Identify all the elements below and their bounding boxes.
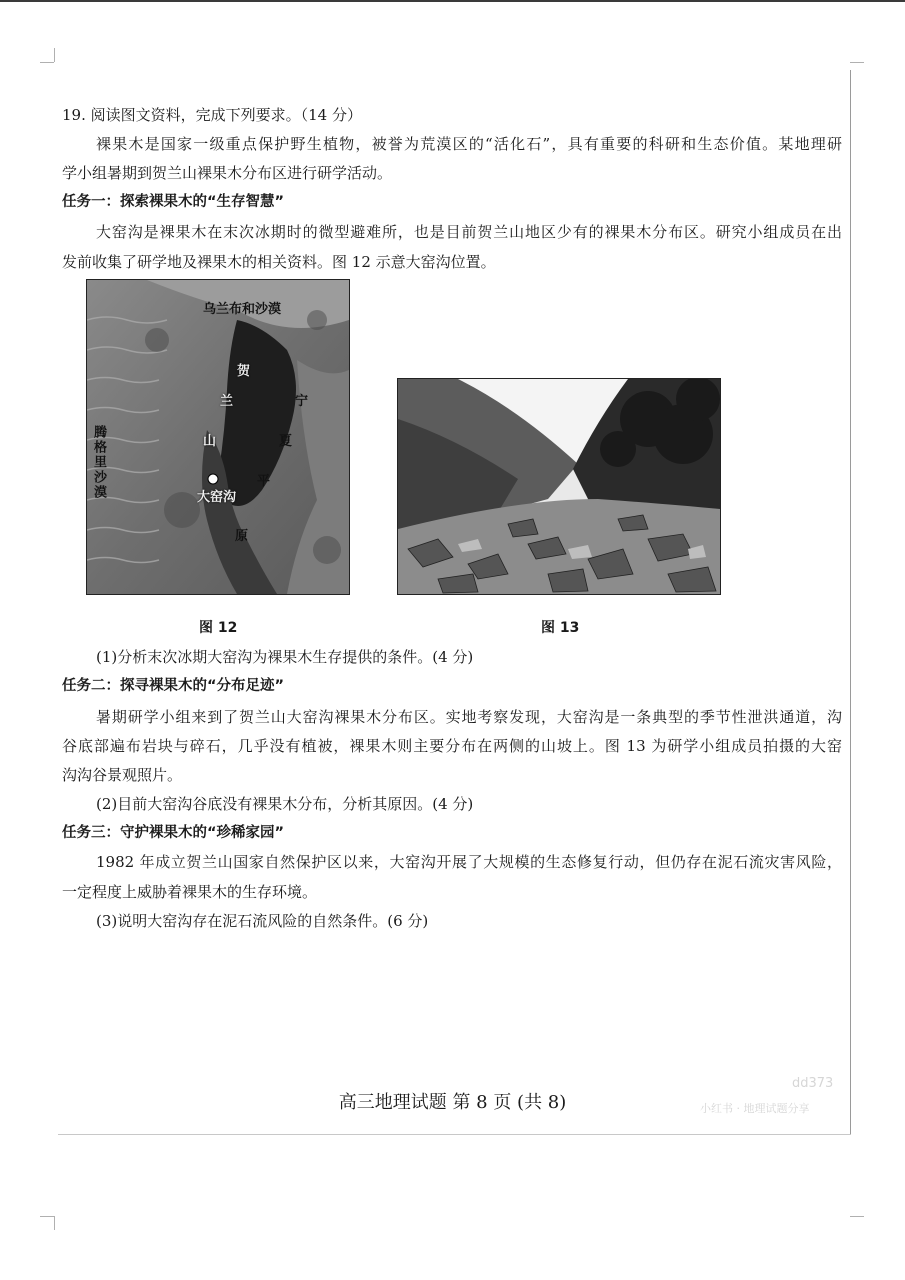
question-header: 19. 阅读图文资料，完成下列要求。（14 分） <box>62 106 362 124</box>
task3-line-2: 一定程度上威胁着裸果木的生存环境。 <box>62 883 318 901</box>
crop-mark <box>40 48 54 63</box>
crop-mark <box>40 1216 54 1231</box>
label-dayaogou: 大窑沟 <box>197 490 237 505</box>
label-yuan: 原 <box>235 529 249 544</box>
bottom-margin-line <box>58 1134 851 1135</box>
task2-line-2: 谷底部遍布岩块与碎石，几乎没有植被，裸果木则主要分布在两侧的山坡上。图 13 为研学小组成员拍摄的大窑 <box>62 737 842 755</box>
figure-12-caption: 图 12 <box>199 620 238 636</box>
task3-line-1: 1982 年成立贺兰山国家自然保护区以来，大窑沟开展了大规模的生态修复行动，但仍存在泥石流灾害风险， <box>96 853 842 871</box>
intro-line-1: 裸果木是国家一级重点保护野生植物，被誉为荒漠区的“活化石”，具有重要的科研和生态价值。某地理研 <box>96 135 842 153</box>
label-lan: 兰 <box>220 394 234 409</box>
right-margin-line <box>850 70 851 1135</box>
figure-13-caption: 图 13 <box>541 620 580 636</box>
page-footer: 高三地理试题 第 8 页 (共 8) <box>338 1092 567 1113</box>
valley-photo-graphic <box>398 379 720 594</box>
task1-title: 任务一：探索裸果木的“生存智慧” <box>62 194 285 210</box>
task1-line-1: 大窑沟是裸果木在末次冰期时的微型避难所，也是目前贺兰山地区少有的裸果木分布区。研究小组成员在出 <box>96 223 842 241</box>
label-xia: 夏 <box>279 434 293 449</box>
label-ning: 宁 <box>295 394 309 409</box>
question-1: (1)分析末次冰期大窑沟为裸果木生存提供的条件。(4 分) <box>96 648 474 666</box>
crop-mark <box>850 48 864 63</box>
watermark-logo: dd373 <box>792 1076 834 1091</box>
map-graphic <box>87 280 349 594</box>
label-shan: 山 <box>203 434 217 449</box>
figure-12-map <box>86 279 350 595</box>
question-3: (3)说明大窑沟存在泥石流风险的自然条件。(6 分) <box>96 912 429 930</box>
intro-line-2: 学小组暑期到贺兰山裸果木分布区进行研学活动。 <box>62 164 393 182</box>
label-he: 贺 <box>237 364 251 379</box>
crop-mark <box>54 48 55 62</box>
task2-title: 任务二：探寻裸果木的“分布足迹” <box>62 678 285 694</box>
watermark-text: 小红书 · 地理试题分享 <box>700 1102 810 1115</box>
task2-line-1: 暑期研学小组来到了贺兰山大窑沟裸果木分布区。实地考察发现，大窑沟是一条典型的季节性泄洪通道，沟 <box>96 708 842 726</box>
task1-line-2: 发前收集了研学地及裸果木的相关资料。图 12 示意大窑沟位置。 <box>62 253 496 271</box>
label-wulanbuhe: 乌兰布和沙漠 <box>203 302 282 317</box>
label-ping: 平 <box>257 474 271 489</box>
label-tengger: 腾格里沙漠 <box>91 425 106 500</box>
crop-mark <box>850 1216 864 1231</box>
task3-title: 任务三：守护裸果木的“珍稀家园” <box>62 825 285 841</box>
top-border <box>0 0 905 2</box>
question-2: (2)目前大窑沟谷底没有裸果木分布，分析其原因。(4 分) <box>96 795 474 813</box>
task2-line-3: 沟沟谷景观照片。 <box>62 766 183 784</box>
figure-13-photo <box>397 378 721 595</box>
crop-mark <box>54 1216 55 1230</box>
